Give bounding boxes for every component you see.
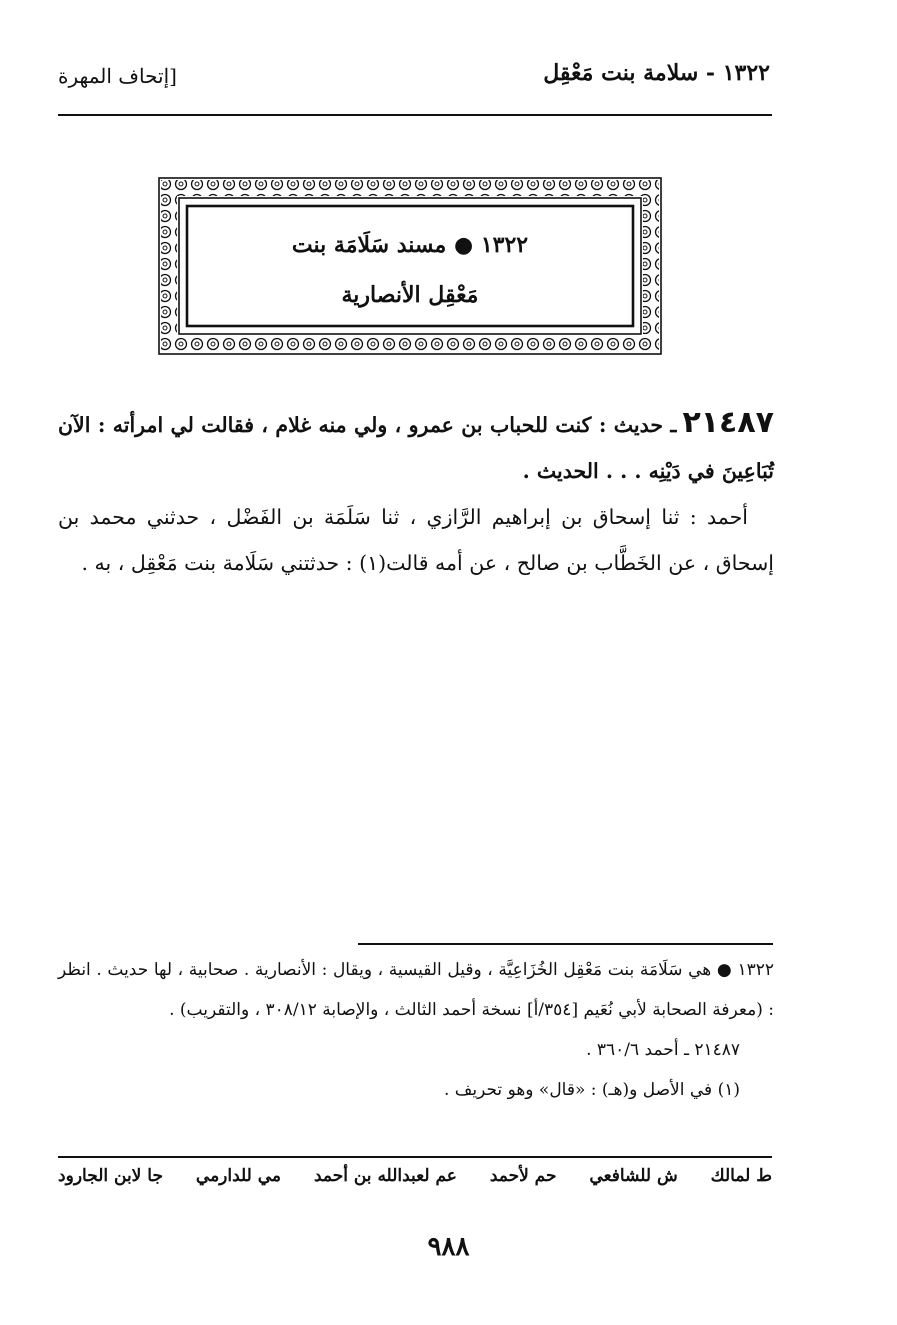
hadith-text: ـ حديث : كنت للحباب بن عمرو ، ولي منه غلام ، فقالت لي امرأته : الآن تُبَاعِينَ في دَيْنِه . . . الحديث . (58, 413, 774, 483)
footnote-note-1: (١) في الأصل و(هـ) : «قال» وهو تحريف . (443, 1080, 740, 1100)
page-number: ٩٨٨ (427, 1232, 470, 1262)
section-title-line1: ١٣٢٢ ● مسند سَلَامَة بنت (291, 232, 529, 258)
footnote-reference: ٢١٤٨٧ ـ أحمد ٣٦٠/٦ . (586, 1040, 740, 1060)
section-title-line2: مَعْقِل الأنصارية (341, 282, 479, 308)
hadith-number: ٢١٤٨٧ (682, 405, 774, 440)
abbr-item: ط لمالك (710, 1166, 772, 1186)
abbreviations-rule (58, 1156, 772, 1158)
narration-text: أحمد : ثنا إسحاق بن إبراهيم الرَّازي ، ثنا سَلَمَة بن الفَضْل ، حدثني محمد بن إسحاق ، عن الخَطَّاب بن صالح ، عن أمه قالت(١) : حدثتني سَلَامة بنت مَعْقِل ، به . (58, 505, 774, 575)
footnote-rule (358, 943, 773, 945)
running-header (58, 60, 770, 104)
abbreviations-key (58, 1166, 772, 1186)
abbr-item: جا لابن الجارود (58, 1166, 163, 1186)
main-text (58, 400, 774, 586)
abbr-item: عم لعبدالله بن أحمد (313, 1166, 457, 1186)
book-title: [إتحاف المهرة (58, 64, 177, 88)
footnote-biography: ١٣٢٢ ● هي سَلَامَة بنت مَعْقِل الخُزَاعِيَّة ، وقيل القيسية ، ويقال : الأنصارية . صحابية ، لها حديث . انظر : (معرفة الصحابة لأبي نُعَيم [٣٥٤/أ] نسخة أحمد الثالث ، والإصابة ٣٠٨/١٢ ، والتقريب) . (58, 960, 774, 1020)
header-rule (58, 114, 772, 116)
chapter-title: ١٣٢٢ - سلامة بنت مَعْقِل (543, 60, 770, 86)
narration-paragraph (58, 494, 774, 586)
abbr-item: ش للشافعي (589, 1166, 678, 1186)
abbr-item: مي للدارمي (195, 1166, 282, 1186)
section-frame (157, 176, 663, 356)
section-title (197, 220, 623, 320)
footnotes (58, 950, 774, 1110)
abbr-item: حم لأحمد (489, 1166, 557, 1186)
hadith-paragraph (58, 400, 774, 494)
